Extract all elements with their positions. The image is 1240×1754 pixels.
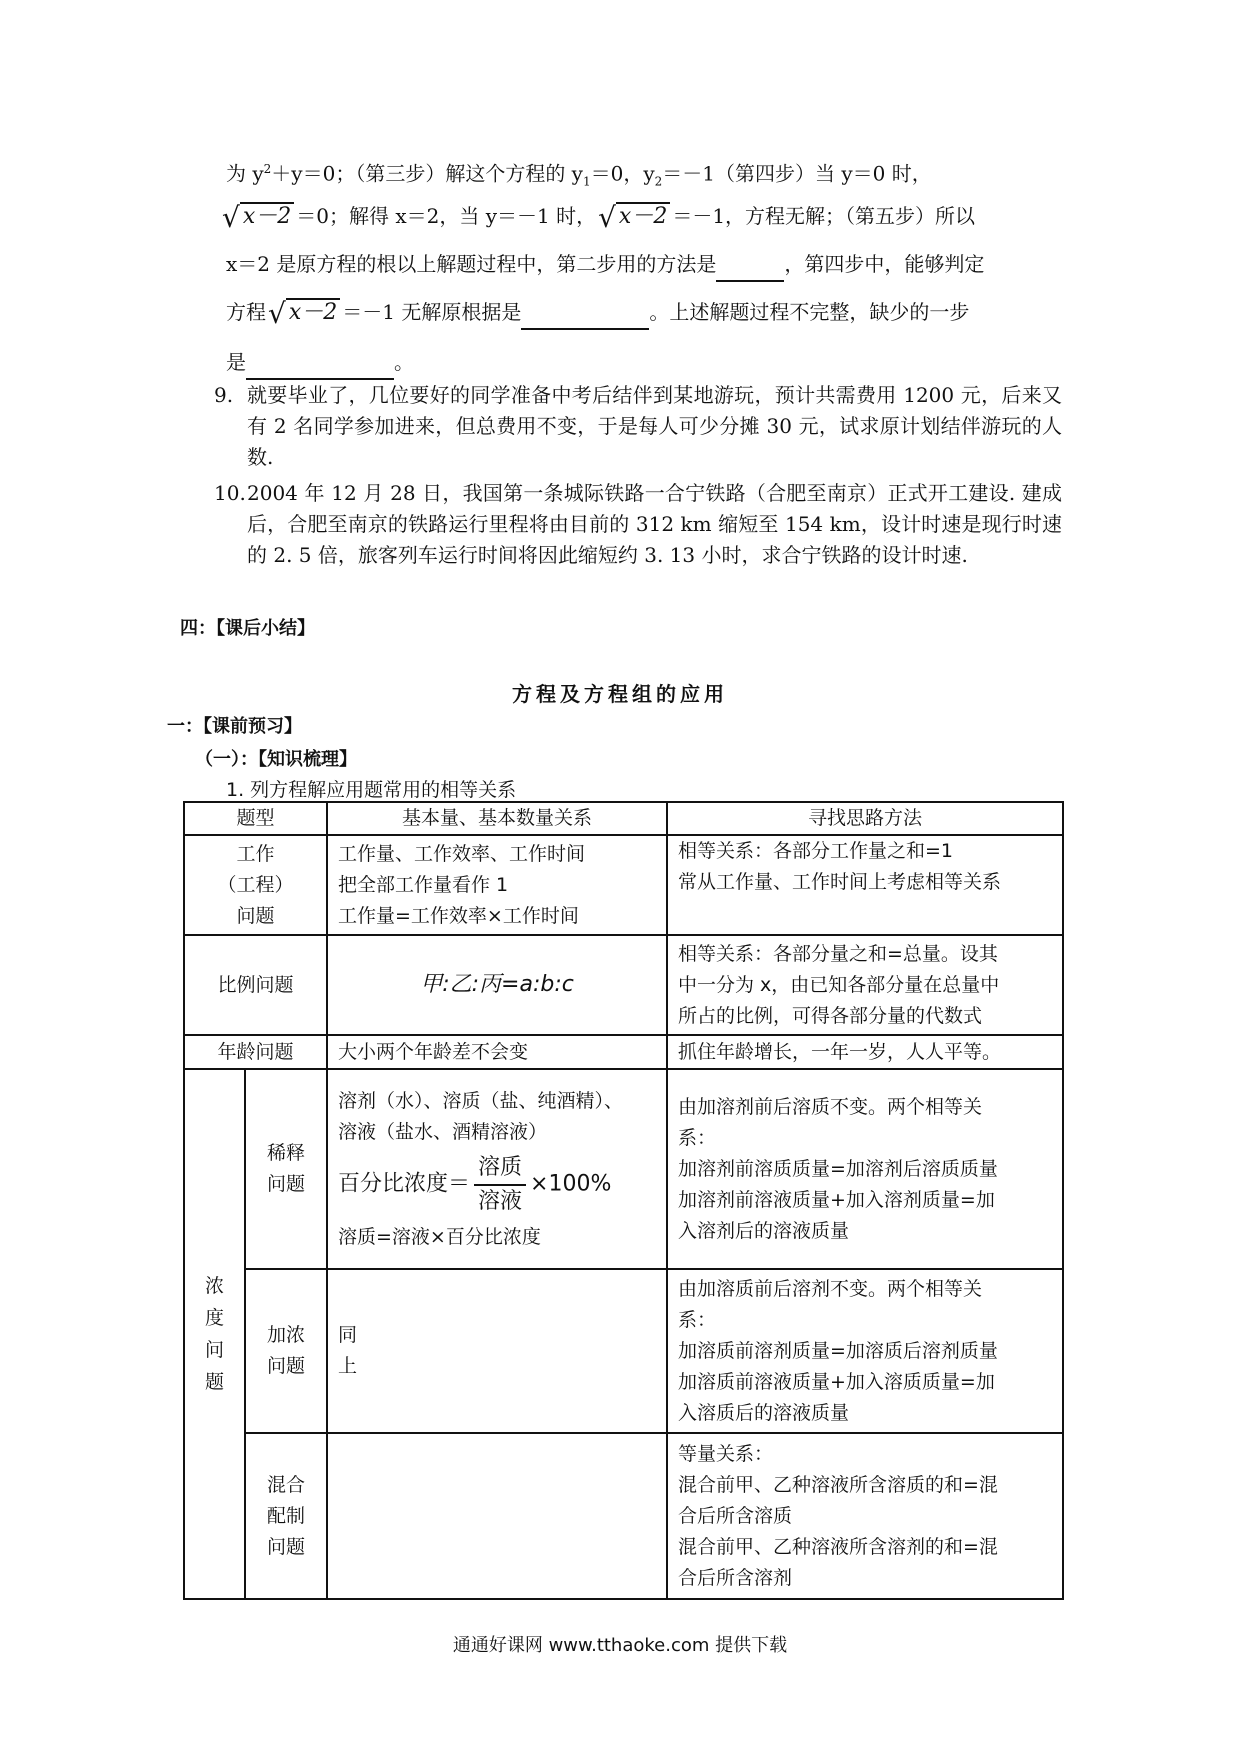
method-cell bbox=[667, 1433, 1063, 1599]
cell-line: 混合 bbox=[267, 1473, 306, 1496]
type-cell bbox=[245, 1269, 327, 1433]
section-heading-preview: 一：【课前预习】 bbox=[167, 716, 302, 737]
cell-line: 问题 bbox=[267, 1355, 306, 1377]
question-text: 2004 年 12 月 28 日，我国第一条城际铁路一合宁铁路（合肥至南京）正式开工建设. 建成后，合肥至南京的铁路运行里程将由目前的 312 km 缩短至 154 km，设计时速是现行时速的 2. 5 倍，旅客列车运行时间将因此缩短约 3. 13 小时，求合宁铁路的设计时速. bbox=[247, 481, 1062, 567]
cell-line: 上 bbox=[338, 1355, 358, 1377]
type-cell: 比例问题 bbox=[184, 935, 327, 1035]
radicand: x－2 bbox=[240, 202, 294, 230]
table-header-row bbox=[184, 802, 1063, 835]
footer-credit: 通通好课网 www.tthaoke.com 提供下载 bbox=[452, 1635, 788, 1656]
text-fragment: 。上述解题过程不完整，缺少的一步 bbox=[649, 300, 970, 324]
table-row-ratio bbox=[184, 935, 1063, 1035]
cell-char: 度 bbox=[204, 1307, 224, 1329]
cell-line: 配制 bbox=[267, 1504, 306, 1527]
subscript: 1 bbox=[582, 174, 591, 189]
sqrt-expression: √ x－2 bbox=[268, 298, 340, 328]
question-text: 就要毕业了，几位要好的同学准备中考后结伴到某地游玩，预计共需费用 1200 元，后来又有 2 名同学参加进来，但总费用不变，于是每人可少分摊 30 元，试求原计划结伴游玩的人数. bbox=[247, 383, 1062, 469]
cell-line: 等量关系： bbox=[678, 1442, 774, 1465]
text-fragment: ＋y＝0；（第三步）解这个方程的 y bbox=[271, 161, 583, 186]
method-cell bbox=[667, 835, 1063, 935]
basic-cell bbox=[327, 1269, 667, 1433]
cell-line: 合后所含溶剂 bbox=[678, 1566, 793, 1589]
fraction-numerator: 溶质 bbox=[474, 1152, 526, 1186]
text-fragment: ＝0，y bbox=[590, 161, 655, 186]
basic-cell-empty bbox=[327, 1433, 667, 1599]
method-cell: 抓住年龄增长，一年一岁，人人平等。 bbox=[667, 1035, 1063, 1069]
superscript: 2 bbox=[263, 162, 272, 176]
cell-line: 加浓 bbox=[267, 1324, 306, 1346]
cell-line: 工作 bbox=[236, 842, 275, 865]
cell-line: 合后所含溶质 bbox=[678, 1504, 793, 1527]
cell-line: 问题 bbox=[267, 1535, 306, 1558]
cell-line: 把全部工作量看作 1 bbox=[338, 873, 509, 896]
cell-line: 系： bbox=[678, 1308, 717, 1331]
text-fragment: ＝－1（第四步）当 y＝0 时， bbox=[662, 161, 932, 186]
answer-blank[interactable] bbox=[716, 252, 784, 282]
concentration-formula bbox=[338, 1152, 656, 1218]
type-cell bbox=[245, 1433, 327, 1599]
cell-line: 加溶剂前溶质质量=加溶剂后溶质质量 bbox=[678, 1157, 998, 1180]
cell-line: 工作量=工作效率×工作时间 bbox=[338, 904, 579, 927]
table-row-work bbox=[184, 835, 1063, 935]
text-fragment: 。 bbox=[394, 350, 414, 374]
cell-line: 加溶质前溶剂质量=加溶质后溶剂质量 bbox=[678, 1339, 998, 1362]
cell-line: 常从工作量、工作时间上考虑相等关系 bbox=[678, 871, 1002, 893]
cell-line: 问题 bbox=[236, 904, 275, 927]
question-10 bbox=[214, 478, 1064, 603]
table-row-dilute bbox=[184, 1069, 1063, 1269]
type-cell bbox=[184, 835, 327, 935]
question-9 bbox=[214, 380, 1064, 475]
formula-right: ×100% bbox=[530, 1171, 612, 1196]
basic-cell: 大小两个年龄差不会变 bbox=[327, 1035, 667, 1069]
cell-line: 溶剂（水）、溶质（盐、纯酒精）、 bbox=[338, 1089, 624, 1112]
cell-line: 相等关系：各部分量之和=总量。设其 bbox=[678, 942, 998, 965]
method-cell bbox=[667, 935, 1063, 1035]
cell-line: 加溶质前溶液质量+加入溶质质量=加 bbox=[678, 1370, 995, 1393]
subscript: 2 bbox=[654, 174, 663, 189]
equal-relations-table bbox=[183, 801, 1064, 1600]
basic-cell bbox=[327, 835, 667, 935]
question-number: 9. bbox=[214, 383, 234, 407]
cell-line: 加溶剂前溶液质量+加入溶剂质量=加 bbox=[678, 1188, 995, 1211]
question-number: 10. bbox=[214, 481, 246, 505]
subsection-heading: （一）：【知识梳理】 bbox=[195, 749, 357, 770]
cell-line: 系： bbox=[678, 1126, 717, 1149]
cell-char: 浓 bbox=[204, 1275, 224, 1297]
cell-line: 溶液（盐水、酒精溶液） bbox=[338, 1120, 548, 1143]
basic-cell bbox=[327, 935, 667, 1035]
document-title: 方程及方程组的应用 bbox=[512, 682, 728, 706]
text-fragment: ，第四步中，能够判定 bbox=[784, 252, 985, 276]
text-line-3 bbox=[226, 250, 984, 282]
cell-line: 同 bbox=[338, 1324, 358, 1346]
formula-fraction bbox=[474, 1152, 526, 1218]
header-cell: 寻找思路方法 bbox=[667, 802, 1063, 835]
cell-line: 工作量、工作效率、工作时间 bbox=[338, 842, 586, 865]
text-line-1 bbox=[226, 155, 932, 196]
sqrt-expression: √ x－2 bbox=[222, 202, 294, 232]
text-fragment: 为 y bbox=[226, 161, 264, 186]
table-caption: 1. 列方程解应用题常用的相等关系 bbox=[226, 779, 517, 801]
text-fragment: ＝0；解得 x＝2，当 y＝－1 时， bbox=[296, 204, 597, 228]
text-line-4 bbox=[226, 298, 969, 330]
cell-line: 混合前甲、乙种溶液所含溶质的和=混 bbox=[678, 1473, 998, 1496]
cell-line: 由加溶质前后溶剂不变。两个相等关 bbox=[678, 1277, 983, 1300]
text-fragment: 是 bbox=[226, 350, 246, 374]
header-cell: 题型 bbox=[184, 802, 327, 835]
method-cell bbox=[667, 1269, 1063, 1433]
answer-blank[interactable] bbox=[246, 350, 394, 380]
cell-line: 中一分为 x，由已知各部分量在总量中 bbox=[678, 973, 1000, 996]
cell-line: （工程） bbox=[217, 873, 294, 896]
radicand: x－2 bbox=[616, 202, 670, 230]
table-row-thicken bbox=[184, 1269, 1063, 1433]
sqrt-expression: √ x－2 bbox=[598, 202, 670, 232]
method-cell bbox=[667, 1069, 1063, 1269]
basic-cell bbox=[327, 1069, 667, 1269]
table-row-mix bbox=[184, 1433, 1063, 1599]
cell-line: 溶质=溶液×百分比浓度 bbox=[338, 1225, 541, 1248]
cell-line: 所占的比例，可得各部分量的代数式 bbox=[678, 1004, 983, 1027]
ratio-formula: 甲:乙:丙=a:b:c bbox=[420, 972, 574, 997]
fraction-denominator: 溶液 bbox=[478, 1188, 523, 1214]
cell-line: 混合前甲、乙种溶液所含溶剂的和=混 bbox=[678, 1535, 998, 1558]
cell-line: 由加溶剂前后溶质不变。两个相等关 bbox=[678, 1095, 983, 1118]
text-fragment: x＝2 是原方程的根以上解题过程中，第二步用的方法是 bbox=[226, 252, 717, 276]
text-fragment: ＝－1，方程无解；（第五步）所以 bbox=[672, 204, 976, 228]
text-line-5 bbox=[226, 348, 414, 380]
text-line-2 bbox=[220, 202, 975, 232]
section-heading-summary: 四：【课后小结】 bbox=[180, 618, 315, 639]
formula-left: 百分比浓度＝ bbox=[338, 1171, 471, 1196]
radicand: x－2 bbox=[286, 298, 340, 326]
cell-line: 入溶质后的溶液质量 bbox=[678, 1401, 850, 1424]
header-cell: 基本量、基本数量关系 bbox=[327, 802, 667, 835]
type-cell bbox=[245, 1069, 327, 1269]
table-row-age bbox=[184, 1035, 1063, 1069]
cell-line: 稀释 bbox=[267, 1142, 306, 1164]
group-cell-concentration bbox=[184, 1069, 245, 1599]
text-fragment: 方程 bbox=[226, 300, 266, 324]
answer-blank[interactable] bbox=[521, 300, 649, 330]
cell-line: 问题 bbox=[267, 1173, 306, 1195]
cell-line: 相等关系：各部分工作量之和=1 bbox=[678, 840, 954, 862]
cell-char: 题 bbox=[204, 1371, 224, 1393]
type-cell: 年龄问题 bbox=[184, 1035, 327, 1069]
cell-char: 问 bbox=[204, 1339, 224, 1361]
text-fragment: ＝－1 无解原根据是 bbox=[342, 300, 522, 324]
cell-line: 入溶剂后的溶液质量 bbox=[678, 1219, 850, 1242]
